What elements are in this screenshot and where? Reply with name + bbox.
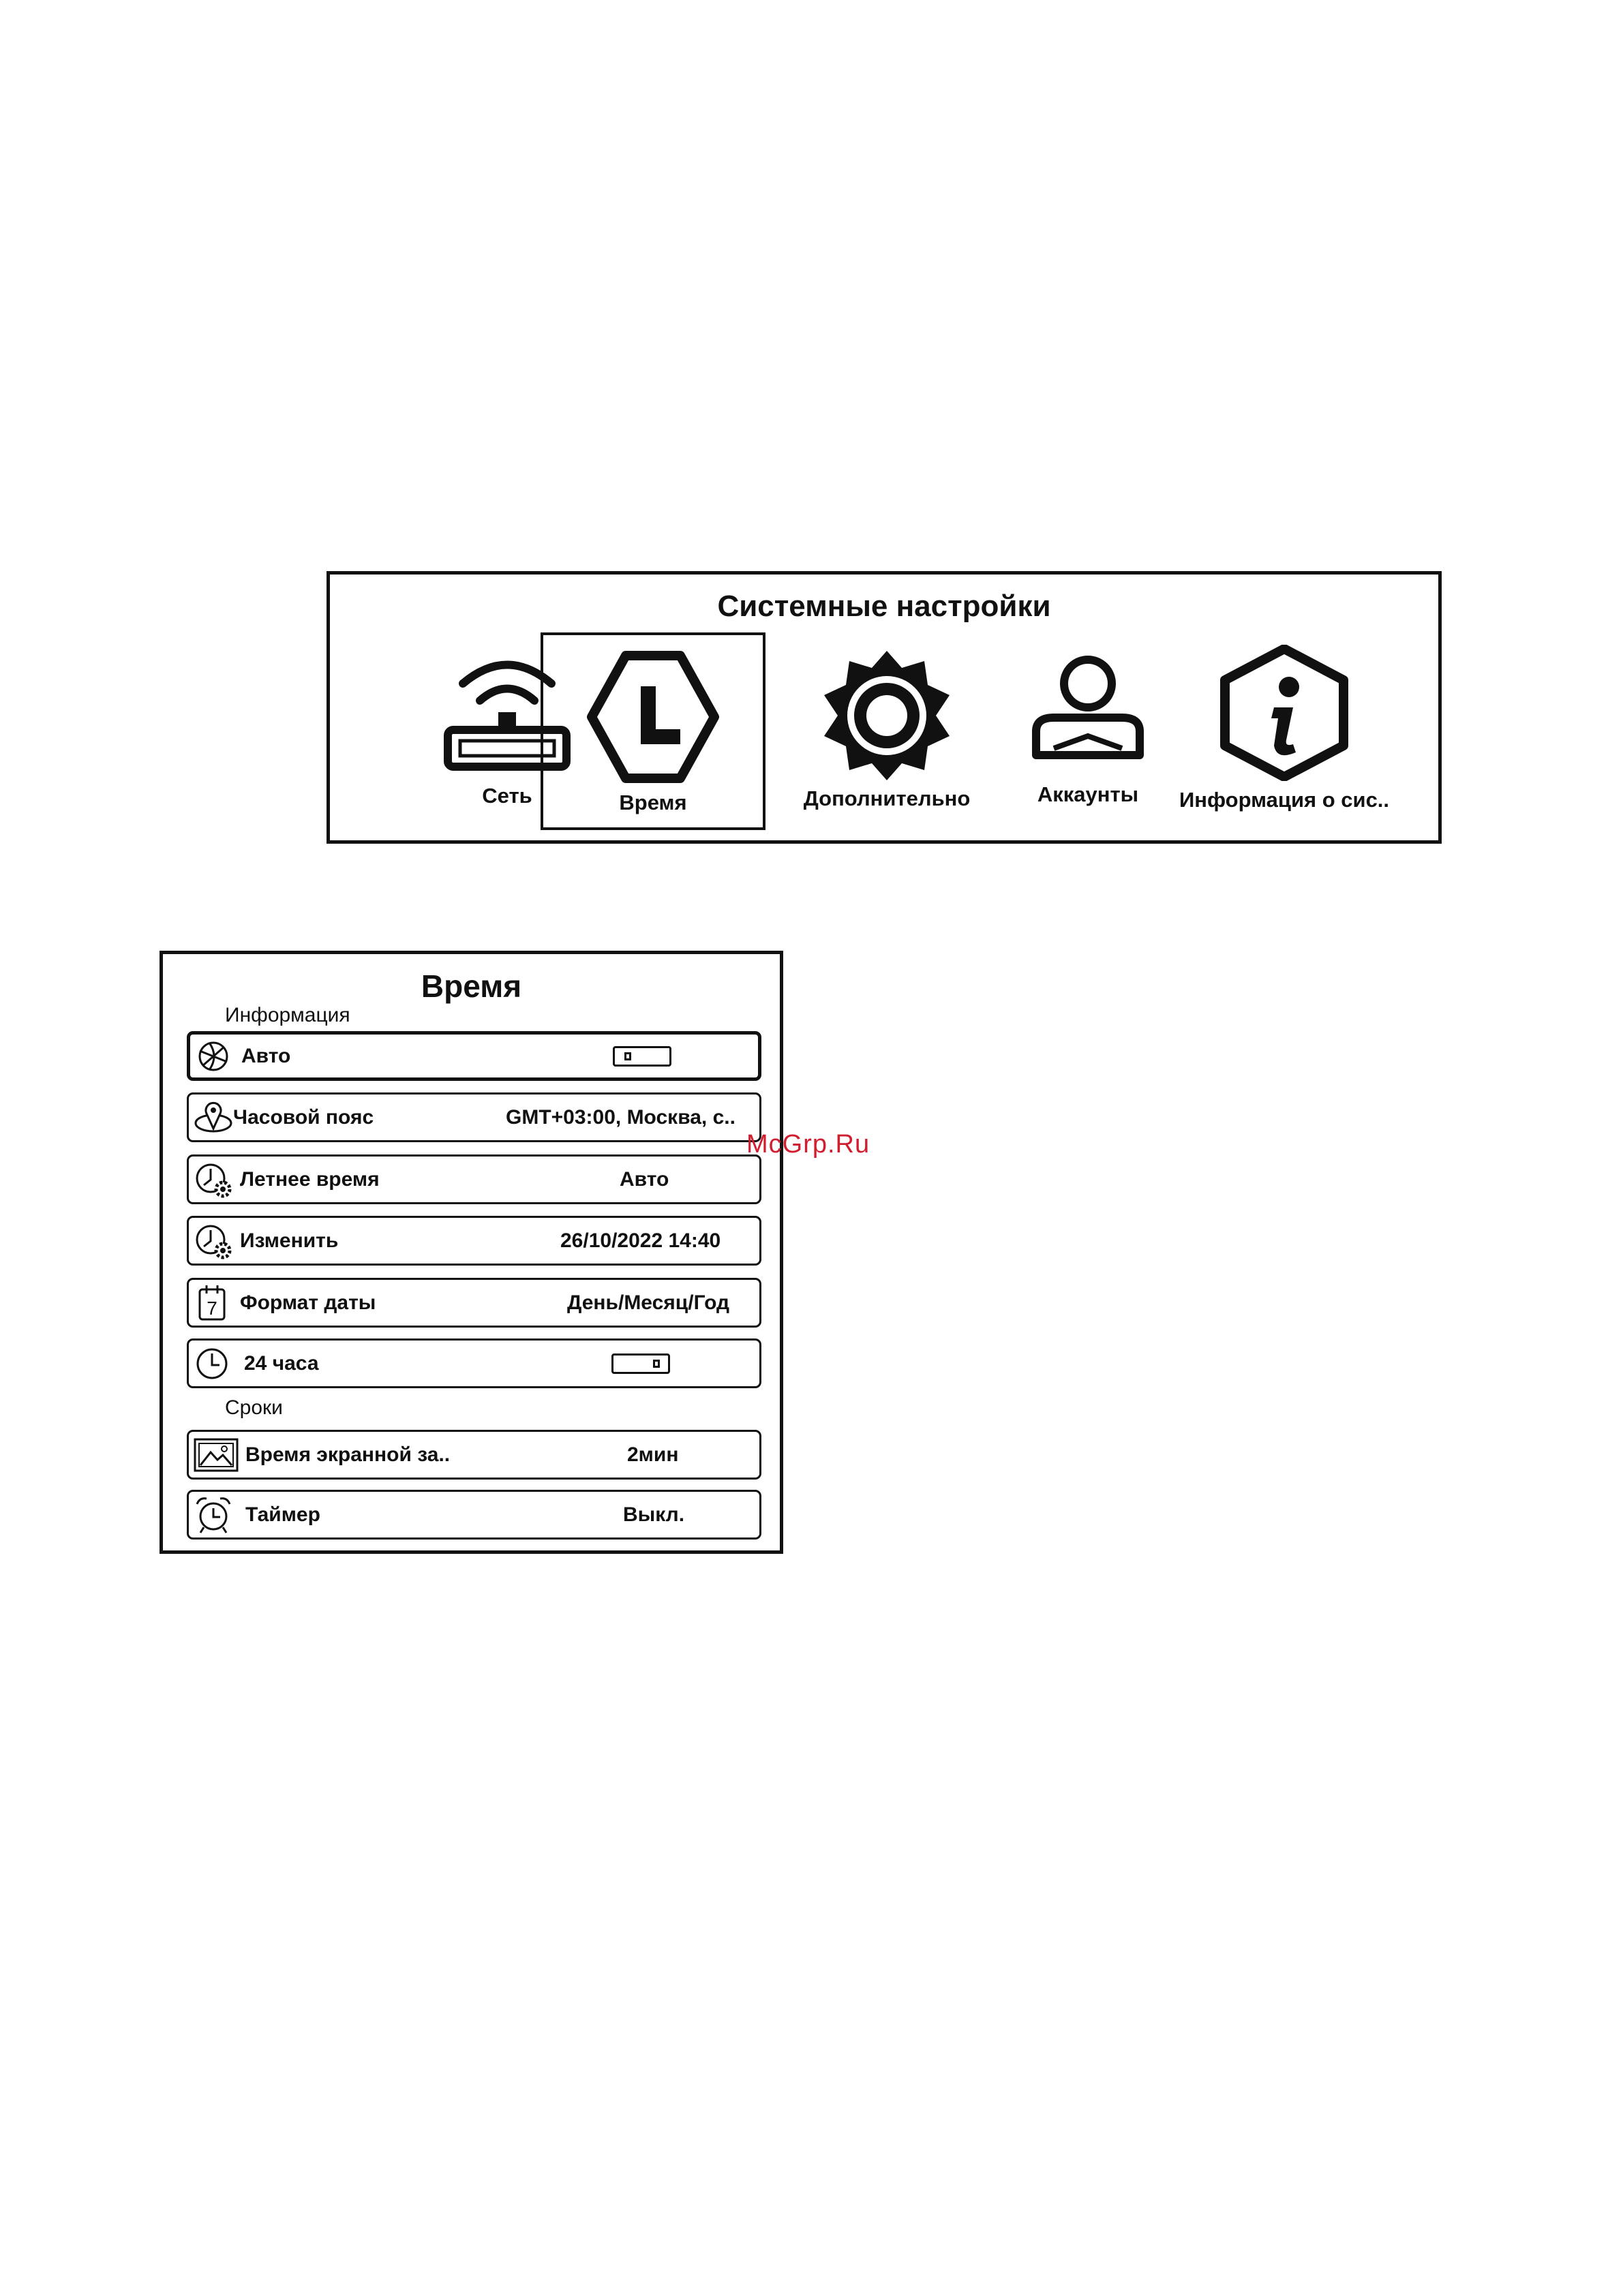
calendar-icon [193,1283,231,1323]
toggle-knob [653,1360,660,1368]
info-icon [1219,645,1349,781]
toggle-knob [624,1052,631,1060]
row-time-zone-label: Часовой пояс [233,1105,374,1129]
datetime-value: 26/10/2022 14:40 [560,1229,721,1252]
section-terms-label: Сроки [225,1396,283,1419]
clock-gear-icon [193,1159,234,1200]
date-format-value: День/Месяц/Год [567,1291,730,1314]
row-screen-saver-label: Время экранной за.. [245,1443,451,1466]
row-auto[interactable] [187,1031,761,1081]
row-auto-label: Авто [241,1044,291,1067]
clock-icon [193,1345,231,1383]
row-daylight-saving[interactable] [187,1154,761,1204]
time-settings-panel [160,951,783,1554]
time-zone-value: GMT+03:00, Москва, с.. [506,1105,735,1129]
location-pin-icon [193,1099,234,1137]
row-timer-label: Таймер [245,1503,320,1526]
tile-system-info[interactable] [1172,632,1397,830]
time-panel-title: Время [421,968,522,1004]
row-change-datetime[interactable] [187,1216,761,1266]
24-hours-toggle[interactable] [611,1353,670,1374]
row-change-label: Изменить [240,1229,339,1252]
user-icon [1027,653,1149,769]
row-daylight-saving-label: Летнее время [240,1167,380,1191]
tile-system-info-label: Информация о сис.. [1179,788,1390,812]
row-date-format-label: Формат даты [240,1291,376,1314]
gear-icon [819,647,955,784]
globe-icon [194,1037,232,1075]
row-time-zone[interactable] [187,1092,761,1142]
watermark-text: McGrp.Ru [746,1130,870,1159]
screen-saver-value: 2мин [627,1443,679,1466]
clock-gear-icon [193,1221,234,1261]
row-24-hours[interactable] [187,1338,761,1388]
auto-toggle[interactable] [613,1046,671,1067]
system-settings-title: Системные настройки [717,590,1051,623]
tile-accounts-label: Аккаунты [1037,782,1139,806]
tile-advanced-label: Дополнительно [803,786,971,810]
row-24-hours-label: 24 часа [244,1351,319,1375]
section-info-label: Информация [225,1004,350,1026]
alarm-clock-icon [193,1495,234,1535]
row-timer[interactable] [187,1490,761,1540]
daylight-saving-value: Авто [620,1167,669,1191]
svg-text:7: 7 [207,1297,217,1319]
row-screen-saver[interactable] [187,1430,761,1480]
clock-icon [585,649,721,785]
row-date-format[interactable] [187,1278,761,1328]
timer-value: Выкл. [623,1503,685,1526]
tile-network-label: Сеть [482,784,532,808]
picture-icon [193,1437,239,1473]
system-settings-panel [327,571,1442,844]
tile-time[interactable] [541,632,765,830]
tile-time-label: Время [619,791,687,814]
